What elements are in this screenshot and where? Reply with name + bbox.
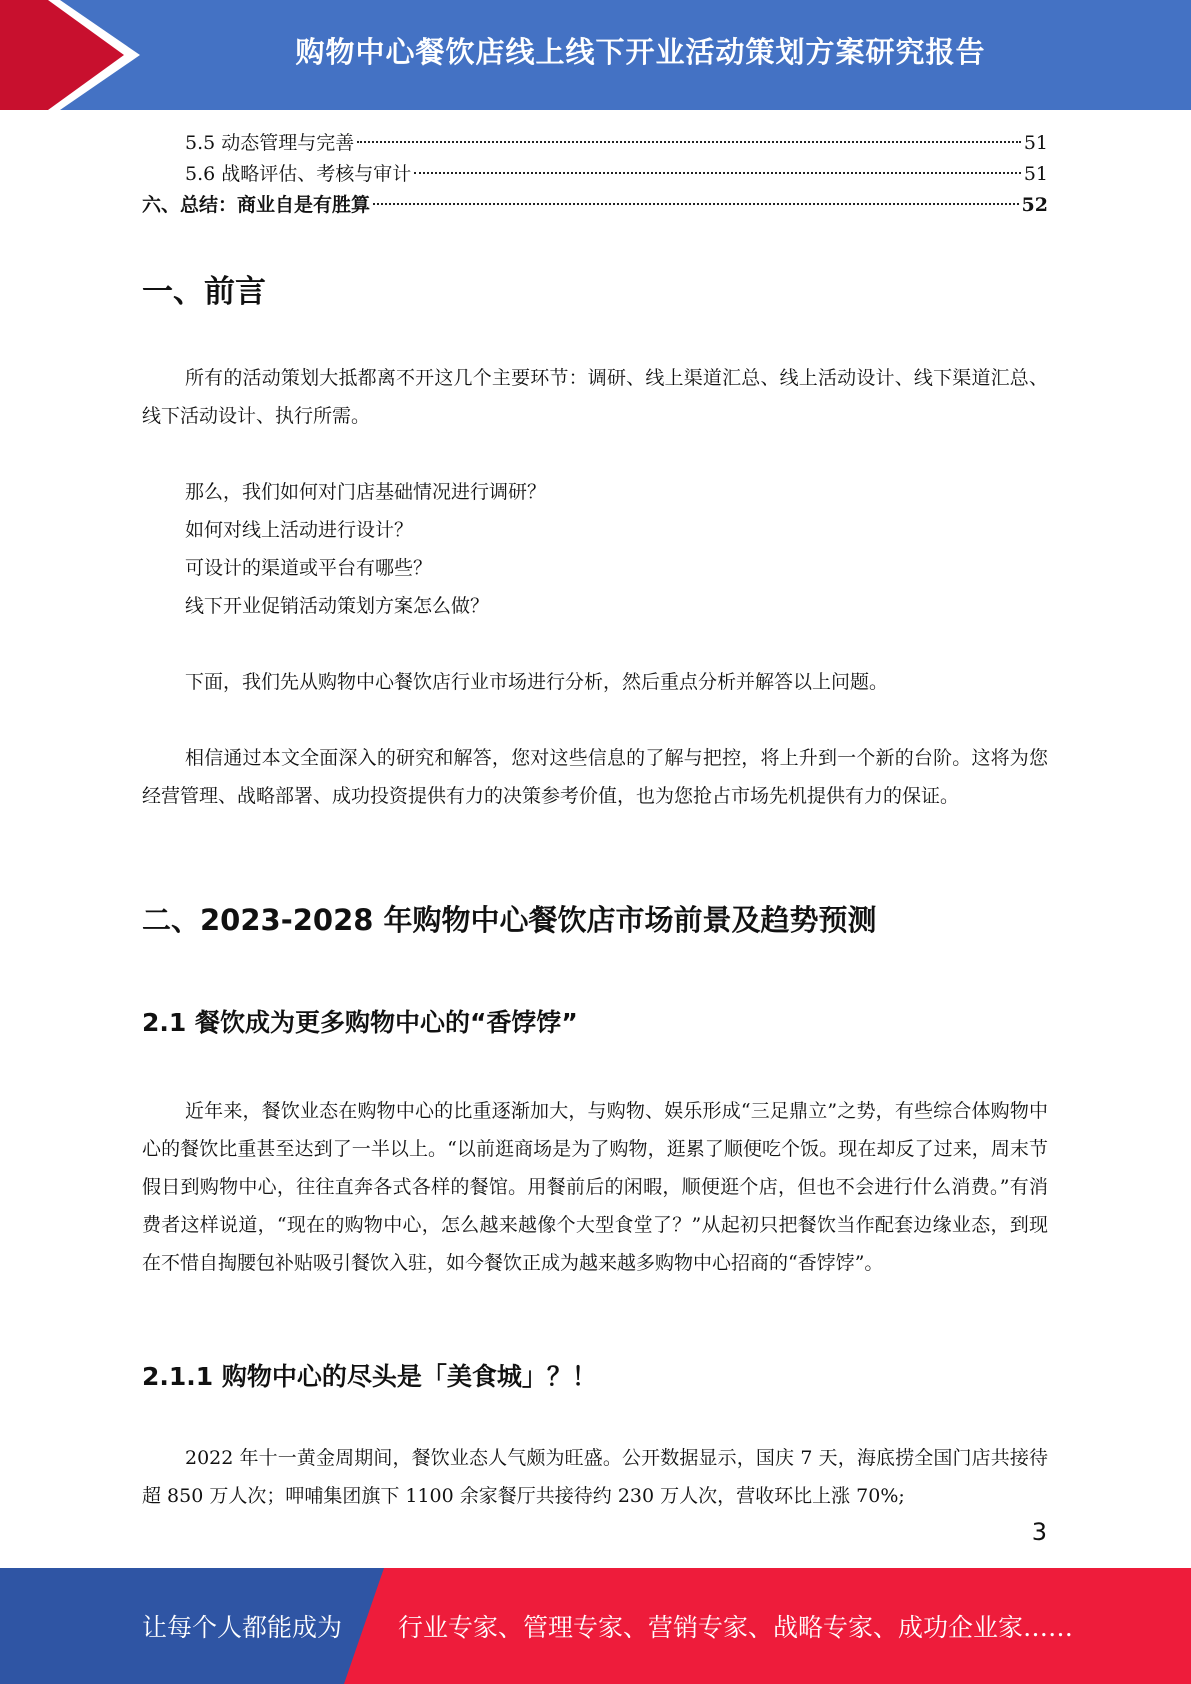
- preface-paragraph-1: [142, 359, 1048, 435]
- page-number: 3: [1031, 1518, 1047, 1546]
- section-heading-preface: 一、前言: [142, 274, 266, 310]
- question-item: 可设计的渠道或平台有哪些？: [185, 557, 433, 579]
- paragraph-text: 2022 年十一黄金周期间，餐饮业态人气颇为旺盛。公开数据显示，国庆 7 天，海底捞全国门店共接待超 850 万人次；呷哺集团旗下 1100 余家餐厅共接待约 230 万人次，营收环比上涨 70%;: [142, 1447, 1048, 1507]
- paragraph-text: 所有的活动策划大抵都离不开这几个主要环节：调研、线上渠道汇总、线上活动设计、线下渠道汇总、线下活动设计、执行所需。: [142, 367, 1048, 427]
- toc-entry-label: 5.5 动态管理与完善: [185, 132, 355, 154]
- toc-entry-page: 51: [1023, 132, 1048, 154]
- question-list: [142, 473, 1048, 625]
- toc-leader-dots: [414, 172, 1021, 174]
- toc-entry-label: 5.6 战略评估、考核与审计: [185, 163, 412, 185]
- table-of-contents: [142, 128, 1048, 221]
- toc-leader-dots: [373, 203, 1019, 205]
- paragraph-text: 下面，我们先从购物中心餐饮店行业市场进行分析，然后重点分析并解答以上问题。: [185, 671, 889, 693]
- toc-entry[interactable]: [142, 159, 1048, 190]
- subsection-heading: 2.1 餐饮成为更多购物中心的“香饽饽”: [142, 1008, 578, 1037]
- toc-entry-label: 六、总结：商业自是有胜算: [142, 194, 371, 216]
- report-title: 购物中心餐饮店线上线下开业活动策划方案研究报告: [295, 34, 986, 69]
- forecast-paragraph-1: [142, 1092, 1048, 1282]
- page-footer: [0, 1568, 1191, 1684]
- toc-entry-page: 52: [1021, 194, 1048, 216]
- footer-slogan-right: 行业专家、管理专家、营销专家、战略专家、成功企业家……: [398, 1613, 1074, 1642]
- preface-paragraph-3: [142, 739, 1048, 815]
- paragraph-text: 近年来，餐饮业态在购物中心的比重逐渐加大，与购物、娱乐形成“三足鼎立”之势，有些综合体购物中心的餐饮比重甚至达到了一半以上。“以前逛商场是为了购物，逛累了顺便吃个饭。现在却反了过来，周末节假日到购物中心，往往直奔各式各样的餐馆。用餐前后的闲暇，顺便逛个店，但也不会进行什么消费。”有消费者这样说道，“现在的购物中心，怎么越来越像个大型食堂了？”从起初只把餐饮当作配套边缘业态，到现在不惜自掏腰包补贴吸引餐饮入驻，如今餐饮正成为越来越多购物中心招商的“香饽饽”。: [142, 1100, 1048, 1274]
- question-item: 线下开业促销活动策划方案怎么做？: [185, 595, 490, 617]
- toc-entry[interactable]: [142, 128, 1048, 159]
- forecast-paragraph-2: [142, 1439, 1048, 1515]
- red-arrow-decoration: [0, 0, 160, 110]
- toc-entry-page: 51: [1023, 163, 1048, 185]
- footer-slogan-left: 让每个人都能成为: [142, 1613, 343, 1642]
- question-item: 如何对线上活动进行设计？: [185, 519, 414, 541]
- toc-leader-dots: [357, 141, 1021, 143]
- toc-entry[interactable]: [142, 190, 1048, 221]
- section-heading-forecast: 二、2023-2028 年购物中心餐饮店市场前景及趋势预测: [142, 903, 877, 937]
- page-header: [0, 0, 1191, 110]
- preface-paragraph-2: [142, 663, 1048, 701]
- question-item: 那么，我们如何对门店基础情况进行调研？: [185, 481, 547, 503]
- subsubsection-heading: 2.1.1 购物中心的尽头是「美食城」？！: [142, 1362, 597, 1391]
- paragraph-text: 相信通过本文全面深入的研究和解答，您对这些信息的了解与把控，将上升到一个新的台阶。这将为您经营管理、战略部署、成功投资提供有力的决策参考价值，也为您抢占市场先机提供有力的保证。: [142, 747, 1048, 807]
